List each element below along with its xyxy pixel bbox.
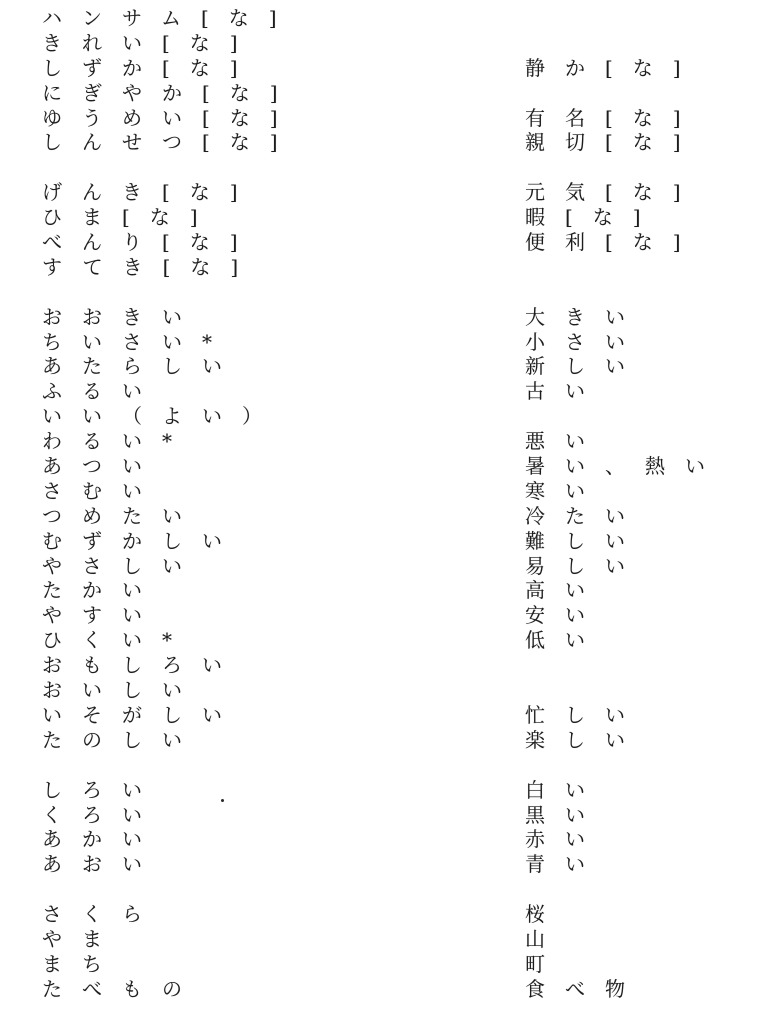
vocab-group (42, 778, 752, 878)
vocab-row (42, 852, 752, 877)
vocab-row (42, 952, 752, 977)
kana-reading: おもしろい (42, 653, 242, 678)
kanji-writing: 低い (525, 628, 605, 653)
vocab-row (42, 603, 752, 628)
vocab-row (42, 255, 752, 280)
kana-reading: わるい* (42, 429, 192, 454)
vocab-row (42, 205, 752, 230)
kanji-writing: 静か[な] (525, 55, 701, 80)
kanji-writing: 安い (525, 603, 605, 628)
kanji-writing: 食べ物 (525, 976, 645, 1001)
vocab-row (42, 305, 752, 330)
vocab-row (42, 81, 752, 106)
kanji-writing: 有名[な] (525, 105, 701, 130)
kana-reading: にぎやか[な] (42, 80, 298, 105)
vocab-row (42, 479, 752, 504)
kana-reading: たかい (42, 578, 162, 603)
vocab-row (42, 678, 752, 703)
kana-reading: すてき[な] (42, 254, 259, 279)
kana-reading: さくら (42, 902, 162, 927)
vocab-row (42, 404, 752, 429)
kanji-writing: 小さい (525, 329, 645, 354)
kana-reading: あかい (42, 827, 162, 852)
vocab-group (42, 180, 752, 280)
kanji-writing: 便利[な] (525, 230, 701, 255)
vocab-row (42, 628, 752, 653)
kanji-writing: 親切[な] (525, 130, 701, 155)
kanji-writing: 易しい (525, 553, 645, 578)
kanji-writing: 新しい (525, 354, 645, 379)
vocab-row (42, 778, 752, 803)
kana-reading: しんせつ[な] (42, 130, 298, 155)
kana-reading: まち (42, 951, 122, 976)
scan-speck (221, 799, 224, 802)
kanji-writing: 山 (525, 926, 565, 951)
vocab-row (42, 728, 752, 753)
vocab-row (42, 554, 752, 579)
vocab-row (42, 429, 752, 454)
vocab-row (42, 902, 752, 927)
vocab-row (42, 504, 752, 529)
vocab-row (42, 977, 752, 1002)
kanji-writing: 冷たい (525, 503, 645, 528)
vocab-row (42, 56, 752, 81)
vocabulary-sheet (42, 6, 752, 1002)
kana-reading: あつい (42, 454, 162, 479)
vocab-row (42, 31, 752, 56)
kanji-writing: 黒い (525, 802, 605, 827)
vocab-row (42, 703, 752, 728)
vocab-group (42, 6, 752, 155)
kana-reading: ふるい (42, 379, 162, 404)
vocab-group (42, 902, 752, 1002)
kana-reading: げんき[な] (42, 180, 258, 205)
kanji-writing: 桜 (525, 902, 565, 927)
kana-reading: しずか[な] (42, 55, 258, 80)
vocab-row (42, 6, 752, 31)
vocab-row (42, 379, 752, 404)
kana-reading: ちいさい* (42, 329, 232, 354)
vocab-row (42, 529, 752, 554)
vocab-row (42, 803, 752, 828)
kana-reading: ひくい* (42, 628, 192, 653)
vocab-row (42, 106, 752, 131)
kana-reading: あたらしい (42, 354, 242, 379)
kanji-writing: 町 (525, 951, 565, 976)
kanji-writing: 白い (525, 777, 605, 802)
kanji-writing: 忙しい (525, 702, 645, 727)
kana-reading: たのしい (42, 727, 202, 752)
vocab-row (42, 230, 752, 255)
vocab-group (42, 305, 752, 753)
kana-reading: いそがしい (42, 702, 242, 727)
kana-reading: いい（よい） (42, 404, 282, 429)
kana-reading: べんり[な] (42, 230, 258, 255)
vocab-row (42, 330, 752, 355)
kana-reading: やま (42, 926, 122, 951)
kanji-writing: 寒い (525, 478, 605, 503)
vocab-row (42, 130, 752, 155)
vocab-row (42, 653, 752, 678)
vocab-row (42, 827, 752, 852)
kanji-writing: 大きい (525, 304, 645, 329)
kana-reading: あおい (42, 852, 162, 877)
vocab-row (42, 454, 752, 479)
kanji-writing: 難しい (525, 528, 645, 553)
kana-reading: つめたい (42, 503, 202, 528)
kana-reading: やさしい (42, 553, 202, 578)
kana-reading: たべもの (42, 976, 202, 1001)
kanji-writing: 古い (525, 379, 605, 404)
kana-reading: やすい (42, 603, 162, 628)
kana-reading: くろい (42, 802, 162, 827)
kanji-writing: 赤い (525, 827, 605, 852)
vocab-row (42, 927, 752, 952)
kana-reading: ゆうめい[な] (42, 105, 298, 130)
kana-reading: さむい (42, 478, 162, 503)
kanji-writing: 青い (525, 852, 605, 877)
kanji-writing: 悪い (525, 429, 605, 454)
kana-reading: しろい (42, 777, 162, 802)
kanji-writing: 暑い、熱い (525, 454, 725, 479)
kana-reading: おいしい (42, 678, 202, 703)
kana-reading: ひま[な] (42, 205, 218, 230)
kanji-writing: 楽しい (525, 727, 645, 752)
kanji-writing: 暇[な] (525, 205, 661, 230)
kana-reading: おおきい (42, 304, 202, 329)
vocab-row (42, 578, 752, 603)
kanji-writing: 高い (525, 578, 605, 603)
kana-reading: ハンサム[な] (42, 6, 297, 30)
kana-reading: むずかしい (42, 528, 242, 553)
kanji-writing: 元気[な] (525, 180, 701, 205)
vocab-row (42, 180, 752, 205)
kana-reading: きれい[な] (42, 30, 258, 55)
vocab-row (42, 354, 752, 379)
